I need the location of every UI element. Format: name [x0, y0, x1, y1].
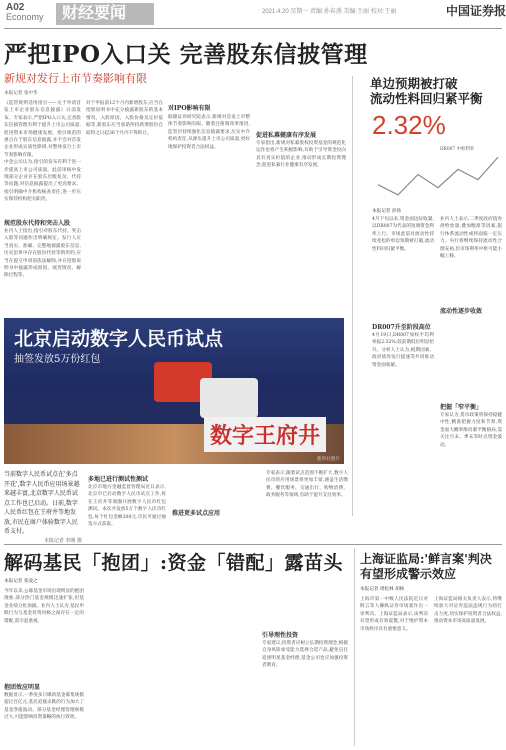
white-card: [200, 378, 258, 418]
photo-caption-credit: 本报记者 李刚 摄: [43, 537, 82, 544]
fund-story-subhead1: 抱团效应明显: [4, 684, 41, 691]
rate-story-subhead3: 把握「窄平衡」: [440, 404, 483, 411]
rate-story-title: 单边预期被打破 流动性料回归紧平衡: [370, 76, 483, 106]
fund-story-para2: 数据显示,一季度多只爆款基金募集规模超过百亿元,基民追涨杀跌的行为加大了基金净值波动。部分基金经理管理规模过大,可能影响投资策略的执行效果。: [4, 693, 84, 721]
top-story-para1: 《监管规则适用指引——关于申请首发上市企业股东信息披露》日前发布。专家表示,严把IPO入口关,完善股东信披管理有利于提升上市公司质量,促进资本市场健康发展。指引规范的重点在于股东信息披露,并不会对首发企业形成实质性障碍,对整体发行上市节奏影响有限。: [4, 101, 81, 158]
rate-story-subhead2: 流动性逐步收敛: [440, 308, 483, 315]
top-story-subhead2: 对IPO影响有限: [168, 105, 211, 112]
bottom-divider: [354, 548, 355, 746]
top-story-para6: 专家指出,新规对私募股权投资基金的规范化运作也将产生积极影响,有助于引导资金投向具有真实价值的企业,推动形成长期投资理念,促进私募行业健康有序发展。: [256, 141, 346, 169]
digital-para1: 北京市地方金融监督管理局近日表示,北京市已启动数字人民币试点工作,将在王府井等商圈开展数字人民币红包测试。本次共发放5万个数字人民币红包,每个红包金额200元,市民可通过抽签方式获取。: [88, 485, 166, 528]
page-code: A02: [6, 2, 25, 13]
top-story-para5: 联储证券研究院表示,新规对首发上市整体节奏影响有限。随着注册制改革推进,监管层持续强化信息披露要求,压实中介机构责任,从源头提升上市公司质量,更好地保护投资者合法权益。: [168, 115, 250, 150]
digital-col2: [172, 470, 260, 540]
fund-story-para3: 专家建议,投资者应树立长期投资理念,根据自身风险承受能力选择合适产品,避免盲目追逐明星基金经理,基金公司也应加强投资者教育。: [262, 641, 348, 669]
sh-story-para2: 上海证监局相关负责人表示,将继续加大对证券违法违规行为的打击力度,切实保护投资者合法权益,推动资本市场高质量发展。: [434, 597, 502, 625]
fund-story-para1: 今年以来,公募基金市场出现明显的抱团现象,部分热门基金规模迅速扩张,但基金业绩分化加剧。业内人士认为,基民申赎行为与基金投资风格之间存在一定的错配,需引起重视。: [4, 589, 84, 624]
section-tab: 财经要闻: [56, 3, 154, 25]
top-story-para4: 对于申报前12个月内新增股东,应当在招股说明书中充分披露新股东的基本情况、入股原因、入股价格及定价依据等,新股东应当承诺所持新增股份自取得之日起36个月内不得转让。: [86, 101, 163, 136]
fund-story-title: 解码基民「抱团」:资金「错配」露苗头: [4, 552, 344, 574]
rate-story-col2b: [440, 316, 502, 396]
rate-series-line: [378, 157, 498, 195]
masthead-rule: [4, 28, 502, 29]
rate-line-chart: [374, 148, 502, 204]
top-story-title: 严把IPO入口关 完善股东信披管理: [4, 41, 368, 68]
photo-caption-text: 当前数字人民币试点在'多点开花',数字人民币应用场景越来越丰富,北京数字人民币试点工作也已启动。日前,数字人民币红包在王府井等地发放,市民在商户体验数字人民币支付。: [4, 471, 80, 535]
rate-story-subhead1: DR007升至阶段高位: [372, 324, 431, 331]
photo-subhead: 抽签发放5万份红包: [14, 354, 101, 365]
digital-para2: 专家表示,随着试点范围不断扩大,数字人民币的应用场景将更加丰富,涵盖生活缴费、餐饮服务、交通出行、购物消费、政务服务等领域,有助于提升支付效率。: [266, 471, 348, 499]
top-story-para2: 中金公司认为,指引的发布有利于进一步提高上市公司质量。此前审核中发现部分企业存在股东层级复杂、代持等问题,对信息披露提出了更高要求。指引明确中介机构核查责任,进一步压实保荐机构把关职责。: [4, 160, 81, 203]
fund-story-byline: 本报记者 张凌之: [4, 579, 38, 584]
rate-story-para1: 4月下旬以来,资金面边际收紧,以DR007为代表的短端资金利率上行。市场此前对流动性持续宽松的单边预期被打破,流动性料回归紧平衡。: [372, 217, 434, 252]
top-story-byline: 本报记者 张中华: [4, 91, 38, 96]
rate-story-byline: 本报记者 彭扬: [372, 209, 402, 214]
section-rule: [4, 544, 502, 545]
rate-chart-legend: DR007 中枢利率: [440, 147, 475, 152]
rate-story-para4: 专家认为,货币政策将保持稳健中性,精准把握力度和节奏,资金面大概率维持紧平衡格局,需关注月末、季末等时点资金波动。: [440, 413, 502, 448]
fund-story-col2: [90, 588, 170, 748]
digital-subhead2: 推进更多试点应用: [172, 510, 221, 517]
photo-caption: [4, 470, 82, 546]
digital-subhead1: 多地已进行测试性测试: [88, 476, 149, 483]
top-story-col4-a: [256, 100, 346, 126]
sh-story-byline: 本报记者 周松林 胡杨: [360, 587, 405, 592]
photo-headline: 北京启动数字人民币试点: [14, 328, 224, 350]
rate-story-para2: 4月19日,DR007加权平均利率报2.32%,较前期低位明显抬升。分析人士认为,税期因素、政府债券发行提速等共同推动资金面收紧。: [372, 333, 434, 368]
paper-name: 中国证券报: [446, 4, 506, 18]
column-divider: [352, 76, 353, 516]
rate-big-number: 2.32%: [372, 110, 446, 140]
top-story-subhead3: 促进私募健康有序发展: [256, 132, 317, 139]
top-story-subhead1: 规范股东代持和突击入股: [4, 220, 71, 227]
top-story-col1: [4, 100, 81, 216]
news-photo: [4, 318, 344, 464]
sh-story-title: 上海证监局:'鲜言案'判决 有望形成警示效应: [360, 552, 492, 581]
section-label: Economy: [6, 12, 44, 22]
fund-story-col3: [176, 588, 256, 748]
rate-story-para3: 业内人士表示,二季度政府债券供给放量,叠加缴准等因素,银行体系流动性或将面临一定压力。央行将继续保持流动性合理充裕,但市场利率中枢可能小幅上移。: [440, 217, 502, 260]
sh-story-para1: 上海市第一中级人民法院近日对鲜言等人操纵证券市场案作出一审判决。上海证监局表示,该判决有望形成有效震慑,对于维护资本市场秩序具有重要意义。: [360, 597, 428, 632]
fund-story-subhead2: 引导理性投资: [262, 632, 299, 639]
top-story-para3: 业内人士指出,指引对股东代持、突击入股等问题作出明确规定。发行人应当真实、准确、完整地披露股东信息,历史沿革中存在股份代持等情形的,应当在提交申请前依法解除,并在招股说明书中披露形成原因、演变情况、解除过程等。: [4, 229, 81, 279]
photo-credit: 新华社图片: [317, 457, 340, 462]
top-story-subtitle: 新规对发行上市节奏影响有限: [4, 72, 147, 85]
photo-sign: 数字王府井: [204, 417, 326, 452]
issue-info: 2021.4.20 星期一 责编:孙春燕 美编:王丽 校对:王丽: [262, 9, 397, 15]
